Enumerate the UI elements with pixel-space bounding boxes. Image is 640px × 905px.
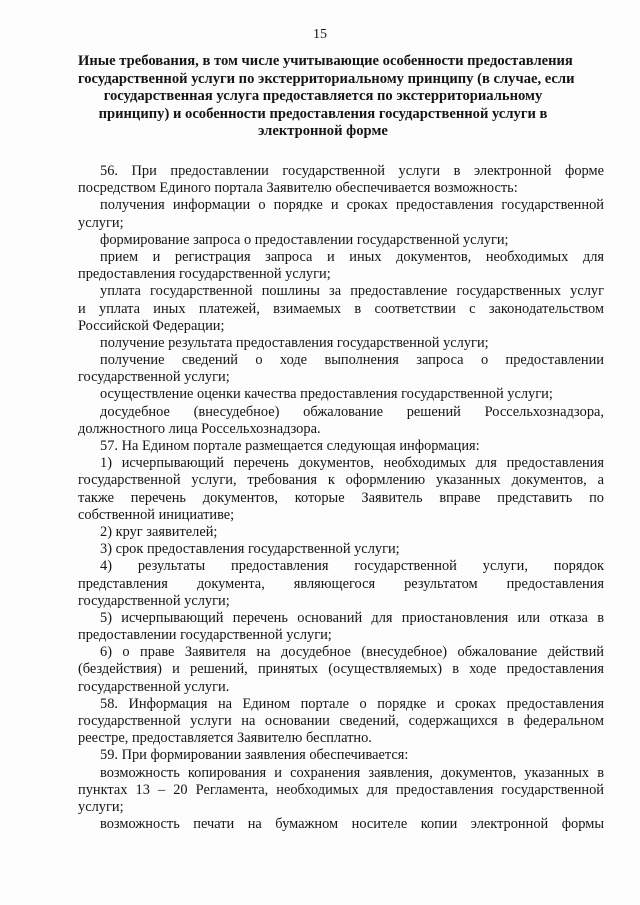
text-line: осуществление оценки качества предоставления государственной услуги; bbox=[100, 386, 553, 403]
text-line: уплата государственной пошлины за предоставление государственных услуг bbox=[100, 283, 604, 300]
text-line: получение сведений о ходе выполнения запроса о предоставлении bbox=[100, 352, 604, 369]
page-number: 15 bbox=[313, 27, 327, 42]
text-line: государственной услуги, требования к оформлению указанных документов, а bbox=[78, 472, 604, 489]
heading-line: электронной форме bbox=[258, 123, 388, 140]
text-line: посредством Единого портала Заявителю обеспечивается возможность: bbox=[78, 180, 518, 197]
text-line: государственной услуги. bbox=[78, 678, 230, 695]
text-line: 57. На Едином портале размещается следующая информация: bbox=[100, 438, 480, 454]
text-line: возможность копирования и сохранения заявления, документов, указанных в bbox=[100, 764, 604, 781]
text-line: 3) срок предоставления государственной услуги; bbox=[100, 541, 400, 558]
heading-line: государственной услуги по экстерриториальному принципу (в случае, если bbox=[78, 70, 575, 87]
text-line: 2) круг заявителей; bbox=[100, 523, 218, 540]
body-text bbox=[78, 163, 604, 833]
text-line: предоставления государственной услуги; bbox=[78, 266, 331, 283]
text-line: 5) исчерпывающий перечень оснований для приостановления или отказа в bbox=[100, 609, 604, 626]
text-line: услуги; bbox=[78, 214, 124, 231]
text-line: пунктах 13 – 20 Регламента, необходимых для предоставления государственной bbox=[78, 781, 604, 798]
text-line: должностного лица Россельхознадзора. bbox=[78, 420, 321, 437]
text-line: (бездействия) и решений, принятых (осуществляемых) в ходе предоставления bbox=[78, 661, 604, 678]
text-line: 56. При предоставлении государственной услуги в электронной форме bbox=[100, 163, 604, 179]
heading-line: государственная услуга предоставляется по экстерриториальному bbox=[103, 88, 543, 105]
text-line: 58. Информация на Едином портале о порядке и сроках предоставления bbox=[100, 695, 604, 712]
text-line: Российской Федерации; bbox=[78, 317, 225, 334]
text-line: 59. При формировании заявления обеспечивается: bbox=[100, 747, 409, 764]
heading-line: принципу) и особенности предоставления государственной услуги в bbox=[98, 105, 548, 122]
text-line: досудебное (внесудебное) обжалование решений Россельхознадзора, bbox=[100, 403, 604, 420]
text-line: государственной услуги; bbox=[78, 369, 230, 386]
text-line: услуги; bbox=[78, 798, 124, 815]
section-heading bbox=[78, 53, 575, 141]
text-line: 4) результаты предоставления государственной услуги, порядок bbox=[100, 558, 604, 575]
text-line: собственной инициативе; bbox=[78, 506, 235, 523]
text-line: государственной услуги; bbox=[78, 592, 230, 609]
text-line: 1) исчерпывающий перечень документов, необходимых для предоставления bbox=[100, 455, 604, 472]
text-line: возможность печати на бумажном носителе копии электронной формы bbox=[100, 816, 604, 833]
heading-line: Иные требования, в том числе учитывающие особенности предоставления bbox=[78, 53, 573, 69]
text-line: предоставлении государственной услуги; bbox=[78, 627, 332, 644]
text-line: прием и регистрация запроса и иных документов, необходимых для bbox=[100, 248, 604, 265]
text-line: представления документа, являющегося результатом предоставления bbox=[78, 575, 604, 592]
text-line: формирование запроса о предоставлении государственной услуги; bbox=[100, 231, 509, 248]
text-line: получение результата предоставления государственной услуги; bbox=[100, 334, 489, 351]
text-line: реестре, предоставляется Заявителю бесплатно. bbox=[78, 730, 372, 747]
text-line: получения информации о порядке и сроках предоставления государственной bbox=[100, 197, 604, 214]
text-line: 6) о праве Заявителя на досудебное (внесудебное) обжалование действий bbox=[100, 644, 604, 661]
text-line: государственной услуги на основании сведений, содержащихся в федеральном bbox=[78, 713, 604, 729]
text-line: и уплата иных платежей, взимаемых в соответствии с законодательством bbox=[78, 300, 604, 317]
text-line: также перечень документов, которые Заявитель вправе представить по bbox=[78, 489, 604, 506]
